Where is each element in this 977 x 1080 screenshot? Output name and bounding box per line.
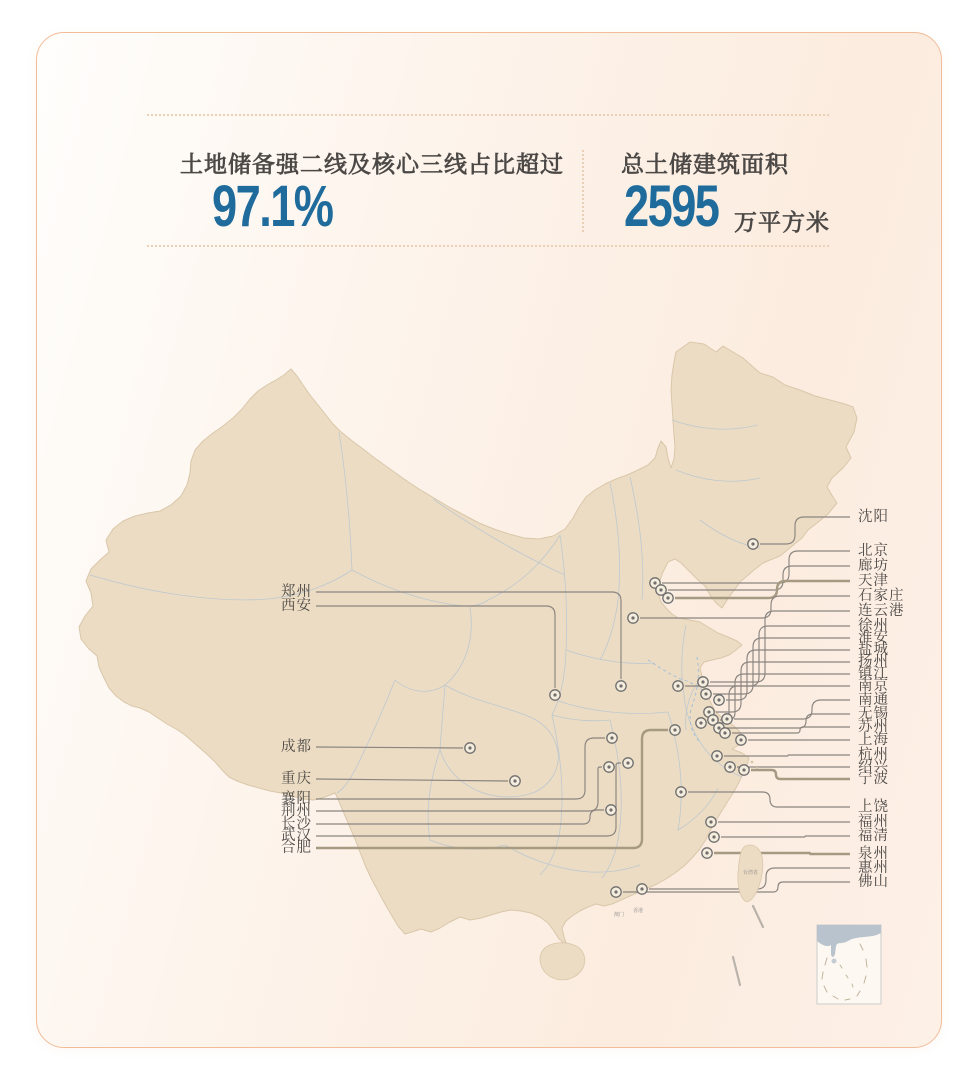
city-marker-dot <box>711 718 714 721</box>
city-marker-dot <box>659 588 662 591</box>
city-marker-dot <box>728 765 731 768</box>
city-label: 惠州 <box>858 860 889 876</box>
city-marker-dot <box>468 746 471 749</box>
city-marker-dot <box>666 596 669 599</box>
south-china-sea-inset <box>817 925 881 1004</box>
city-label: 南通 <box>858 692 889 708</box>
city-marker-dot <box>640 887 643 890</box>
city-connector <box>726 714 850 728</box>
city-marker-dot <box>715 754 718 757</box>
city-connector <box>726 650 850 700</box>
city-marker-dot <box>699 721 702 724</box>
city-marker-dot <box>723 731 726 734</box>
right-stat-unit: 万平方米 <box>734 209 830 235</box>
city-label: 廊坊 <box>858 558 889 574</box>
city-label: 合肥 <box>281 840 312 856</box>
city-label: 沈阳 <box>858 509 889 525</box>
city-marker-dot <box>653 581 656 584</box>
city-marker-dot <box>610 736 613 739</box>
city-label: 苏州 <box>858 719 889 735</box>
city-marker-dot <box>609 808 612 811</box>
city-marker-dot <box>709 820 712 823</box>
hainan-island <box>540 943 585 980</box>
city-marker-dot <box>742 768 745 771</box>
hongkong-label: 香港 <box>633 908 644 914</box>
city-marker-dot <box>705 851 708 854</box>
city-marker-dot <box>631 616 634 619</box>
city-label: 上饶 <box>858 799 889 815</box>
macau-label: 澳门 <box>614 912 625 918</box>
city-label: 无锡 <box>858 706 889 722</box>
city-label: 襄阳 <box>281 791 312 807</box>
city-marker-dot <box>717 698 720 701</box>
city-label: 扬州 <box>858 654 889 670</box>
nine-dash-sea-segments <box>733 906 763 985</box>
city-connector <box>751 770 850 779</box>
city-label: 泉州 <box>858 846 889 862</box>
left-stat-value: 97.1% <box>212 174 333 239</box>
city-label: 淮安 <box>858 630 889 646</box>
city-marker-dot <box>626 761 629 764</box>
city-label: 成都 <box>281 739 312 755</box>
city-label: 盐城 <box>858 642 889 658</box>
city-label: 杭州 <box>858 747 889 763</box>
city-connector <box>720 674 850 720</box>
city-label: 佛山 <box>858 874 889 890</box>
city-label: 徐州 <box>858 618 889 634</box>
city-label: 福州 <box>858 814 889 830</box>
city-label: 长沙 <box>281 816 312 832</box>
city-connector <box>721 836 850 837</box>
city-label: 南京 <box>858 678 889 694</box>
city-connector <box>716 662 850 712</box>
city-connector <box>714 853 850 854</box>
taiwan-label: 台湾省 <box>743 870 759 876</box>
city-label: 荆州 <box>281 803 312 819</box>
city-label: 天津 <box>858 573 889 589</box>
coastal-islet <box>756 767 758 769</box>
city-marker-dot <box>717 726 720 729</box>
city-marker-dot <box>701 680 704 683</box>
right-stat-value: 2595 <box>624 174 719 239</box>
city-label: 郑州 <box>281 584 312 600</box>
city-label: 宁波 <box>858 771 889 787</box>
city-label: 重庆 <box>281 771 312 787</box>
city-label: 西安 <box>281 598 312 614</box>
city-marker-dot <box>739 738 742 741</box>
city-marker-dot <box>707 710 710 713</box>
right-stat-label: 总土储建筑面积 <box>621 151 789 177</box>
city-marker-dot <box>553 693 556 696</box>
city-label: 连云港 <box>858 603 905 619</box>
city-marker-dot <box>751 542 754 545</box>
city-marker-dot <box>513 779 516 782</box>
city-marker-dot <box>704 692 707 695</box>
inset-hainan <box>832 959 837 964</box>
left-stat-label: 土地储备强二线及核心三线占比超过 <box>180 151 564 177</box>
city-marker-dot <box>679 790 682 793</box>
city-label: 镇江 <box>858 666 889 682</box>
city-marker-dot <box>607 765 610 768</box>
city-label: 绍兴 <box>858 759 889 775</box>
city-marker-dot <box>673 728 676 731</box>
city-connector <box>734 700 850 719</box>
city-label: 武汉 <box>281 828 312 844</box>
city-marker-dot <box>676 684 679 687</box>
city-label: 上海 <box>858 732 889 748</box>
city-marker-dot <box>614 890 617 893</box>
city-marker-dot <box>725 717 728 720</box>
coastal-islet <box>751 761 754 764</box>
city-marker-dot <box>619 684 622 687</box>
city-marker-dot <box>712 835 715 838</box>
city-label: 福清 <box>858 828 889 844</box>
city-label: 北京 <box>858 543 889 559</box>
city-label: 石家庄 <box>858 588 905 604</box>
